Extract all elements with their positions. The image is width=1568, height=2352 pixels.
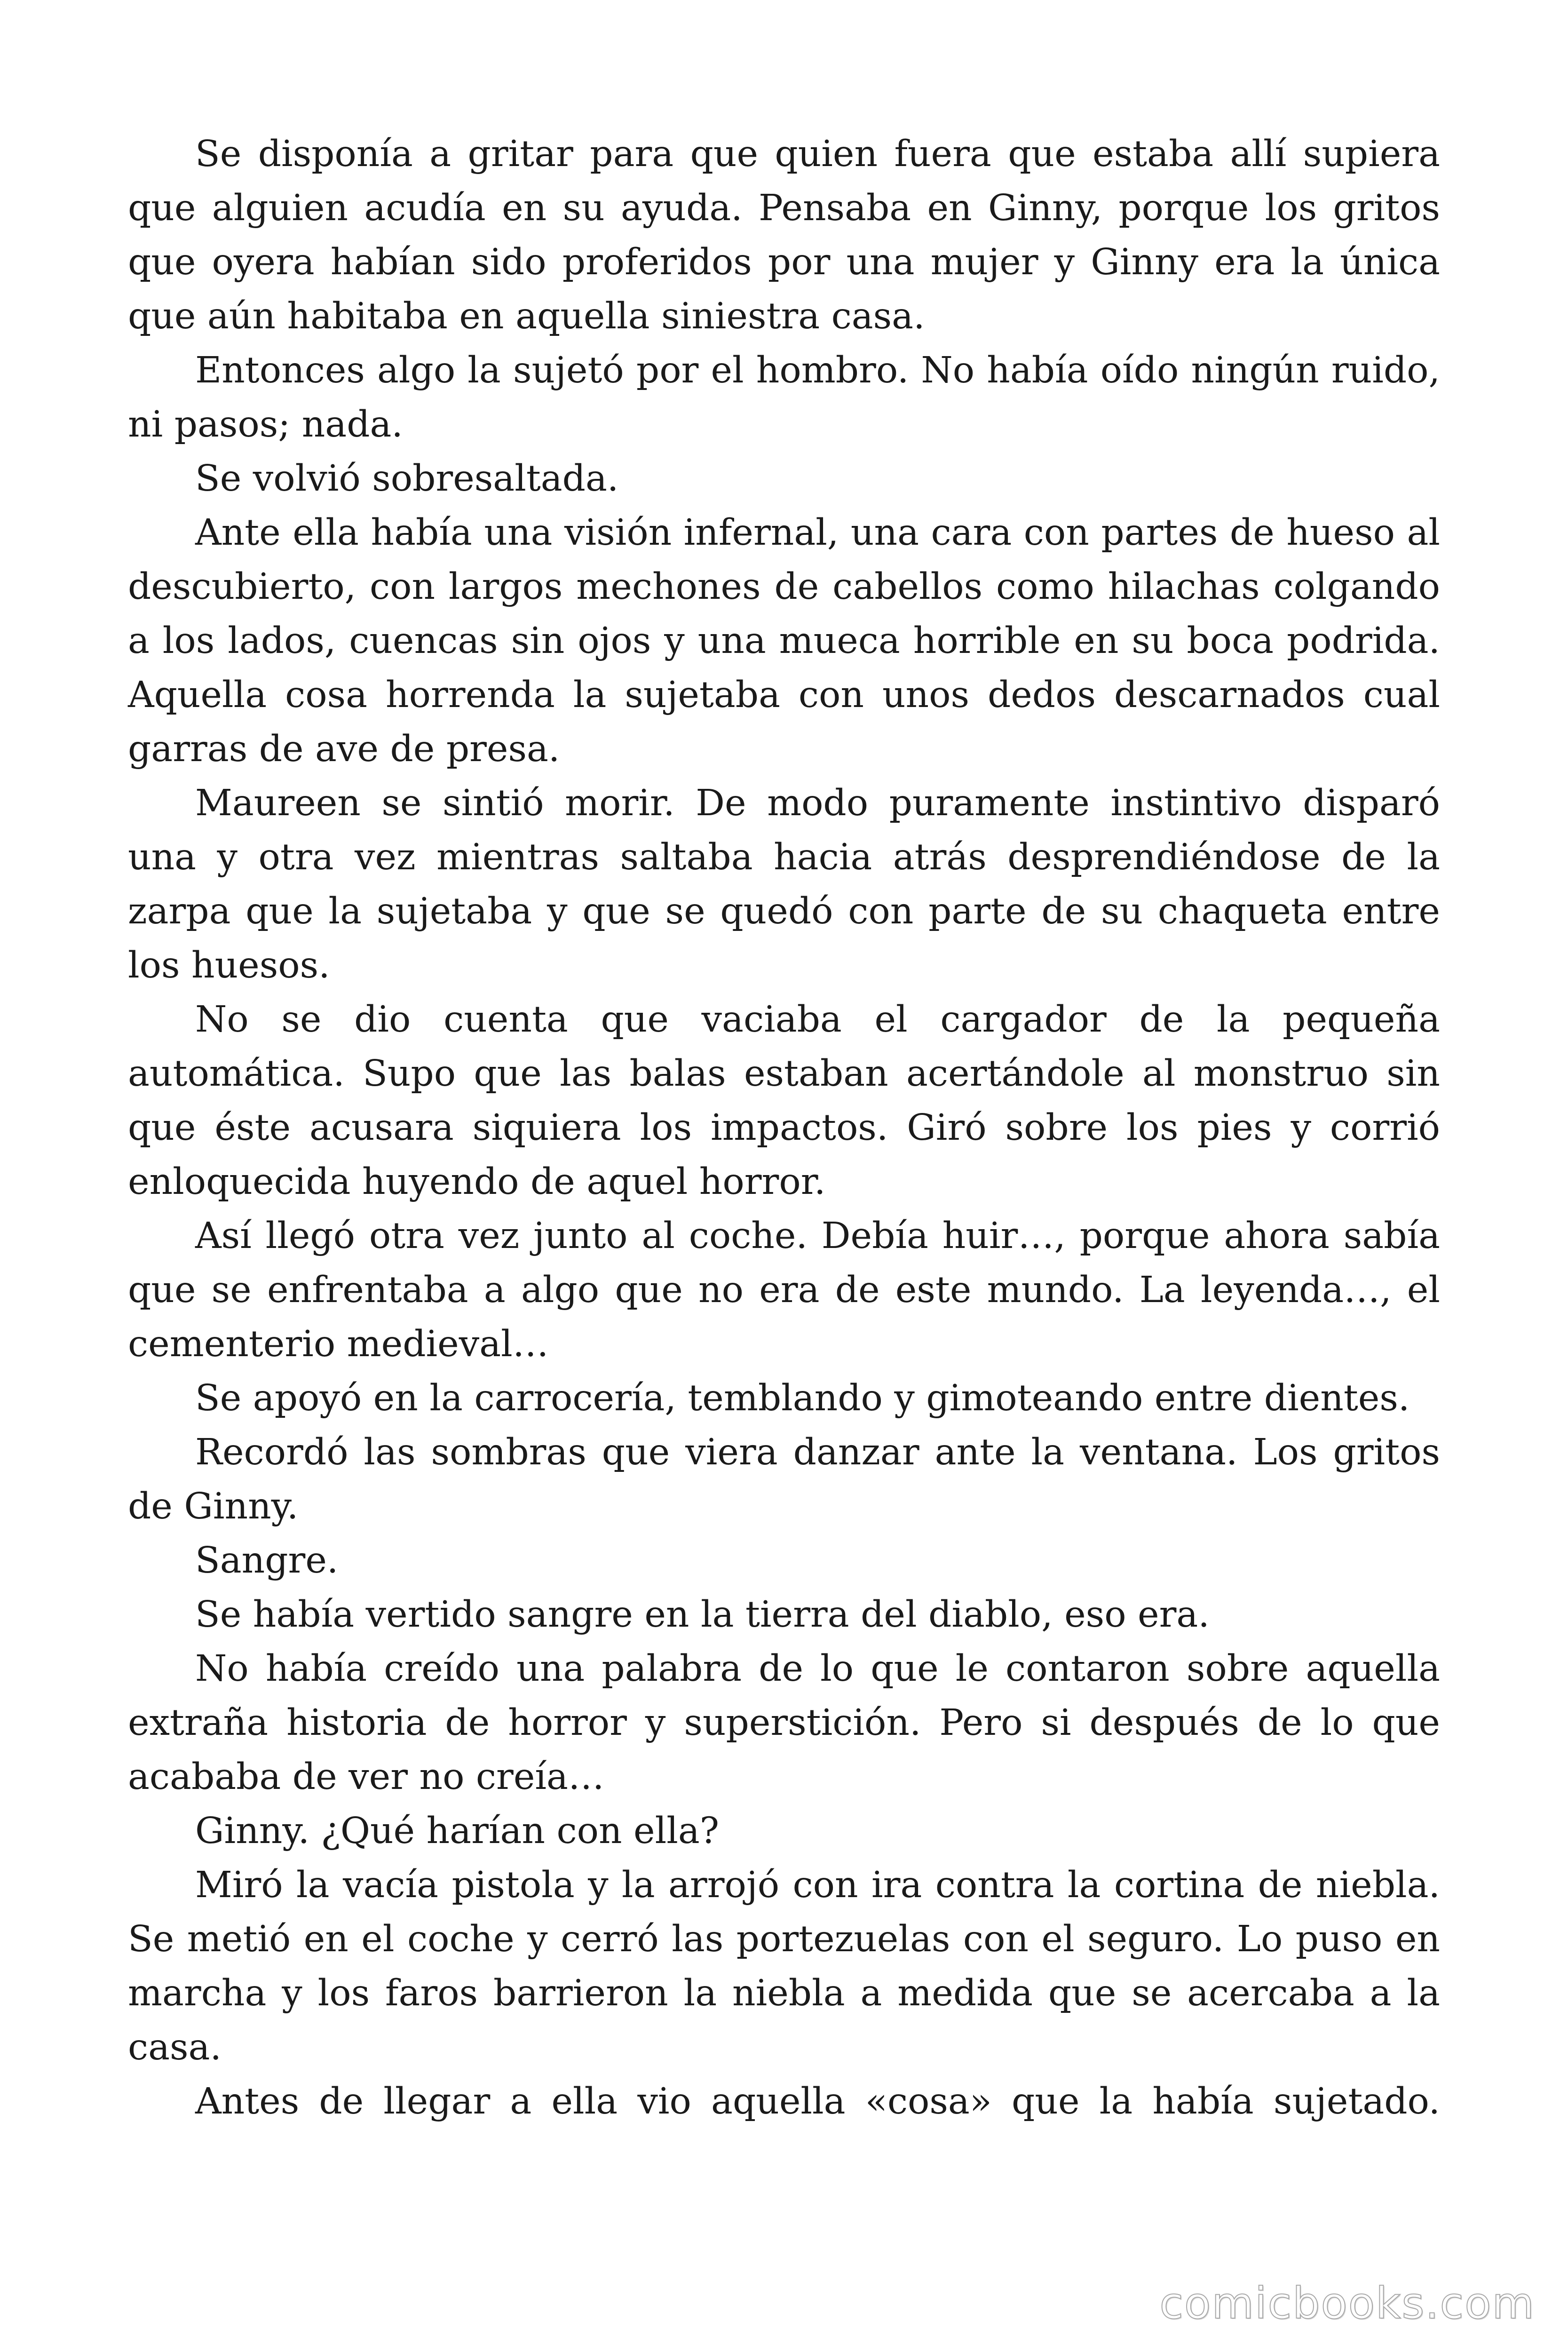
paragraph: Se había vertido sangre en la tierra del diablo, eso era. — [195, 1594, 1210, 1636]
paragraph: Miró la vacía pistola y la arrojó con ira contra la cortina de niebla. Se metió en el coche y cerró las portezuelas con el seguro. Lo puso en marcha y los faros barrieron la niebla a medida que se acercaba a la casa. — [128, 1864, 1440, 2068]
paragraph: Ante ella había una visión infernal, una cara con partes de hueso al descubierto, con largos mechones de cabellos como hilachas colgando a los lados, cuencas sin ojos y una mueca horrible en su boca podrida. Aquella cosa horrenda la sujetaba con unos dedos descarnados cual garras de ave de presa. — [128, 512, 1440, 770]
paragraph: Maureen se sintió morir. De modo puramente instintivo disparó una y otra vez mientras saltaba hacia atrás desprendiéndose de la zarpa que la sujetaba y que se quedó con parte de su chaqueta entre los huesos. — [128, 782, 1440, 986]
paragraph: Entonces algo la sujetó por el hombro. No había oído ningún ruido, ni pasos; nada. — [128, 350, 1440, 445]
paragraph: Se volvió sobresaltada. — [195, 458, 619, 500]
paragraph: No había creído una palabra de lo que le contaron sobre aquella extraña historia de horror y superstición. Pero si después de lo que acababa de ver no creía… — [128, 1648, 1440, 1798]
paragraph: Sangre. — [195, 1540, 339, 1581]
paragraph: Antes de llegar a ella vio aquella «cosa» que la había sujetado. — [195, 2081, 1440, 2122]
paragraph: Se disponía a gritar para que quien fuera que estaba allí supiera que alguien acudía en su ayuda. Pensaba en Ginny, porque los gritos que oyera habían sido proferidos por una mujer y Ginny era la única que aún habitaba en aquella siniestra casa. — [128, 133, 1440, 337]
paragraph: Se apoyó en la carrocería, temblando y gimoteando entre dientes. — [195, 1377, 1410, 1419]
paragraph: Recordó las sombras que viera danzar ante la ventana. Los gritos de Ginny. — [128, 1431, 1440, 1527]
watermark: comicbooks.com — [1159, 2278, 1535, 2328]
paragraph: No se dio cuenta que vaciaba el cargador de la pequeña automática. Supo que las balas estaban acertándole al monstruo sin que éste acusara siquiera los impactos. Giró sobre los pies y corrió enloquecida huyendo de aquel horror. — [128, 999, 1440, 1203]
paragraph: Ginny. ¿Qué harían con ella? — [195, 1810, 720, 1852]
paragraph: Así llegó otra vez junto al coche. Debía huir…, porque ahora sabía que se enfrentaba a algo que no era de este mundo. La leyenda…, el cementerio medieval… — [128, 1215, 1440, 1365]
page-text — [128, 127, 1440, 2129]
